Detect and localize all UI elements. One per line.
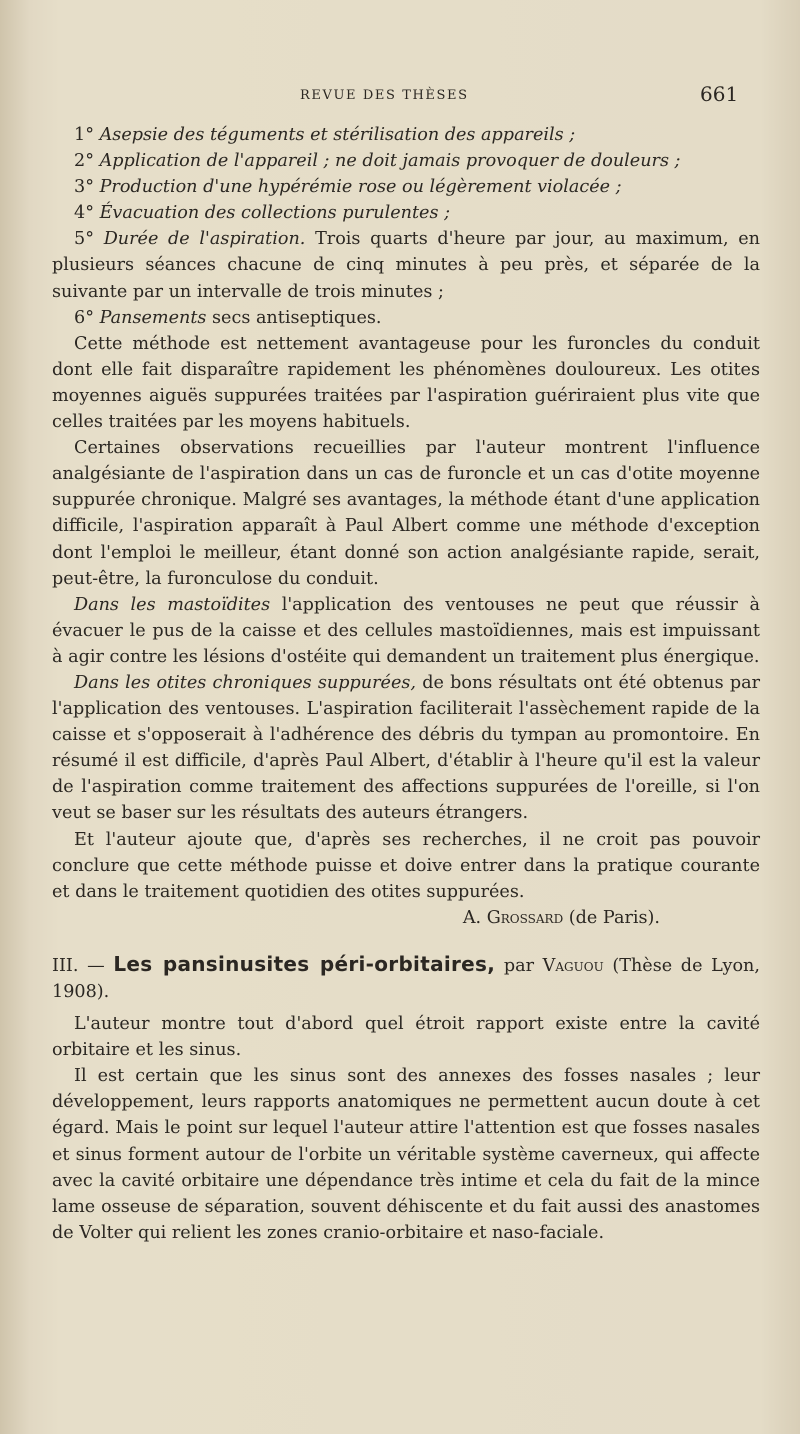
paragraph: Il est certain que les sinus sont des annexes des fosses nasales ; leur développement, leurs rapports anatomiques ne permettent aucun doute à cet égard. Mais le point sur lequel l'auteur attire l'attention est que fosses nasales et sinus forment autour de l'orbite un véritable système caverneux, qui affecte avec la cavité orbitaire une dépendance très intime et cela du fait de la mince lame osseuse de séparation, souvent déhiscente et du fait aussi des anastomes de Volter qui relient les zones cranio-orbitaire et naso-faciale. xyxy=(52,1066,760,1243)
list-text: Production d'une hypérémie rose ou légèrement violacée ; xyxy=(99,177,622,198)
list-number: 4° xyxy=(74,203,94,224)
section-iii xyxy=(52,951,760,1246)
list-text: secs antiseptiques. xyxy=(206,307,382,328)
list-number: 5° xyxy=(74,229,94,250)
signature-place: (de Paris). xyxy=(568,907,660,928)
section-author: Vaguou xyxy=(542,955,604,976)
paragraph: Certaines observations recueillies par l'auteur montrent l'influence analgésiante de l'aspiration dans un cas de furoncle et un cas d'otite moyenne suppurée chronique. Malgré ses avantages, la méthode étant d'une application difficile, l'aspiration apparaît à Paul Albert comme une méthode d'exception dont l'emploi le meilleur, étant donné son action analgésiante rapide, serait, peut-être, la furonculose du conduit. xyxy=(52,438,760,589)
list-item-5 xyxy=(52,226,760,304)
running-title: REVUE DES THÈSES xyxy=(300,88,469,103)
page-body xyxy=(52,122,760,1246)
paragraph xyxy=(52,592,760,670)
signature-initial: A. xyxy=(462,907,482,928)
list-item-4 xyxy=(52,200,760,226)
section-title: Les pansinusites péri-orbitaires, xyxy=(113,951,496,976)
list-item-2 xyxy=(52,148,760,174)
section-by: par xyxy=(495,955,543,976)
list-item-1 xyxy=(52,122,760,148)
list-number: 6° xyxy=(74,307,94,328)
list-number: 2° xyxy=(74,151,94,172)
paragraph xyxy=(52,670,760,827)
paragraph-text: de bons résultats ont été obtenus par l'application des ventouses. L'aspiration faciliterait l'assèchement rapide de la caisse et s'opposerait à l'adhérence des débris du tympan au promontoire. En résumé il est difficile, d'après Paul Albert, d'établir à l'heure qu'il est la valeur de l'aspiration comme traitement des affections suppurées de l'oreille, si l'on veut se baser sur les résultats des auteurs étrangers. xyxy=(52,672,760,824)
page-number: 661 xyxy=(700,82,739,106)
paragraph: Et l'auteur ajoute que, d'après ses recherches, il ne croit pas pouvoir conclure que cette méthode puisse et doive entrer dans la pratique courante et dans le traitement quotidien des otites suppurées. xyxy=(52,829,760,902)
list-item-3 xyxy=(52,174,760,200)
list-italic-lead: Durée de l'aspiration. xyxy=(103,229,306,250)
list-text: Asepsie des téguments et stérilisation des appareils ; xyxy=(99,125,576,145)
signature-name: Grossard xyxy=(486,907,564,928)
paragraph-text: l'application des ventouses ne peut que réussir à évacuer le pus de la caisse et des cellules mastoïdiennes, mais est impuissant à agir contre les lésions d'ostéite qui demandent un traitement plus énergique. xyxy=(52,594,760,667)
section-number: III. — xyxy=(52,955,114,976)
paragraph-italic-lead: Dans les otites chroniques suppurées, xyxy=(74,672,416,693)
list-italic-lead: Pansements xyxy=(99,307,207,328)
signature xyxy=(52,905,760,931)
list-text: Évacuation des collections purulentes ; xyxy=(99,203,450,224)
page-header xyxy=(0,82,800,112)
list-item-6 xyxy=(52,305,760,331)
list-text: Trois quarts d'heure par jour, au maximum, en plusieurs séances chacune de cinq minutes à peu près, et séparée de la suivante par un intervalle de trois minutes ; xyxy=(52,229,761,302)
paragraph: Cette méthode est nettement avantageuse pour les furoncles du conduit dont elle fait disparaître rapidement les phénomènes douloureux. Les otites moyennes aiguës suppurées traitées par l'aspiration guériraient plus vite que celles traitées par les moyens habituels. xyxy=(52,333,760,433)
list-text: Application de l'appareil ; ne doit jamais provoquer de douleurs ; xyxy=(99,151,681,172)
section-heading xyxy=(52,951,760,1005)
list-number: 1° xyxy=(74,125,94,145)
paragraph: L'auteur montre tout d'abord quel étroit rapport existe entre la cavité orbitaire et les sinus. xyxy=(52,1014,760,1061)
paragraph-italic-lead: Dans les mastoïdites xyxy=(74,594,271,615)
list-number: 3° xyxy=(74,177,94,198)
section-thesis: (Thèse de Lyon, 1908). xyxy=(52,955,760,1002)
